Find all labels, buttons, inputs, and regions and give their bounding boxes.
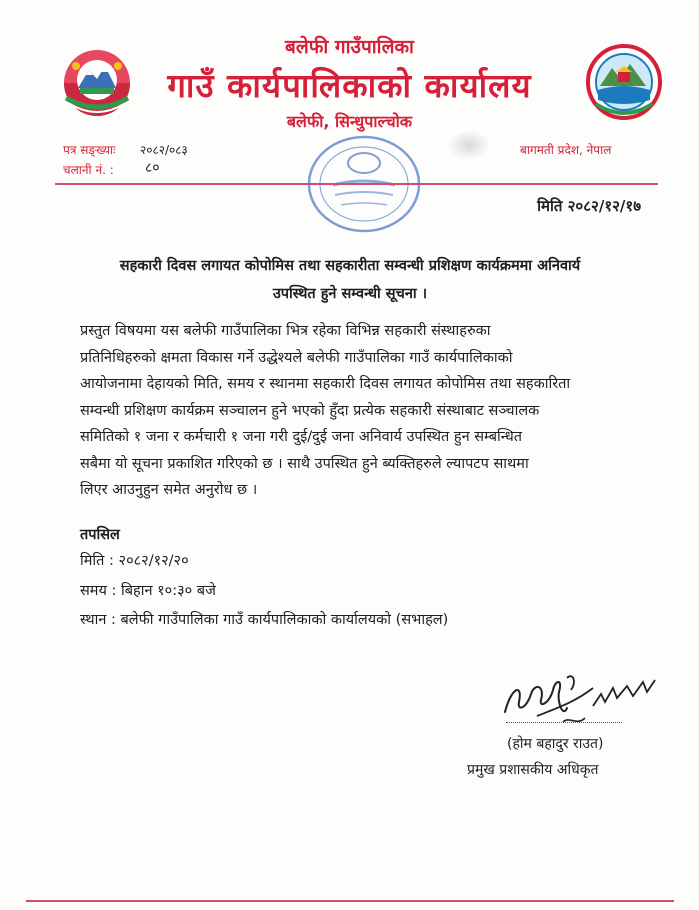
footer-divider [26, 900, 674, 902]
tapsil-heading: तपसिल [80, 527, 120, 543]
signature-line [506, 722, 622, 723]
patra-number: २०८२/०८३ [140, 143, 188, 157]
office-title: गाउँ कार्यपालिकाको कार्यालय [167, 66, 532, 105]
body-line: सम्वन्धी प्रशिक्षण कार्यक्रम सञ्चालन हुने भएको हुँदा प्रत्येक सहकारी संस्थाबाट सञ्चालक [80, 402, 540, 419]
body-line: समितिको १ जना र कर्मचारी १ जना गरी दुई/दुई जना अनिवार्य उपस्थित हुन सम्बन्धित [80, 429, 523, 445]
faint-mark [447, 130, 491, 160]
issue-date: मिति २०८२/१२/१७ [537, 197, 641, 215]
chalani-number: ८० [145, 160, 160, 176]
body-paragraph [80, 318, 625, 504]
office-address: बलेफी, सिन्धुपाल्चोक [286, 112, 413, 131]
event-time: समय : बिहान १०:३० बजे [80, 583, 216, 599]
handwritten-signature [497, 668, 659, 734]
body-line: सबैमा यो सूचना प्रकाशित गरिएको छ । साथै उपस्थित हुने ब्यक्तिहरुले ल्यापटप साथमा [80, 455, 529, 472]
event-place: स्थान : बलेफी गाउँपालिका गाउँ कार्यपालिकाको कार्यालयको (सभाहल) [80, 612, 449, 628]
municipality-name: बलेफी गाउँपालिका [285, 36, 414, 58]
province-label: बागमती प्रदेश, नेपाल [520, 143, 612, 157]
header-divider [55, 183, 658, 185]
chalani-label: चलानी नं. : [63, 163, 114, 177]
signatory-title: प्रमुख प्रशासकीय अधिकृत [467, 762, 599, 778]
body-line: प्रस्तुत विषयमा यस बलेफी गाउँपालिका भित्र रहेका विभिन्न सहकारी संस्थाहरुका [80, 323, 491, 339]
subject-line-2: उपस्थित हुने सम्वन्धी सूचना । [272, 286, 428, 302]
subject-line-1: सहकारी दिवस लगायत कोपोमिस तथा सहकारीता सम्वन्धी प्रशिक्षण कार्यक्रममा अनिवार्य [119, 258, 581, 274]
body-line: लिएर आउनुहुन समेत अनुरोध छ । [80, 482, 258, 498]
patra-label: पत्र सङ्ख्याः [63, 143, 116, 157]
subject [60, 252, 640, 308]
body-line: आयोजनामा देहायको मिति, समय र स्थानमा सहकारी दिवस लगायत कोपोमिस तथा सहकारिता [80, 376, 571, 392]
body-line: प्रतिनिधिहरुको क्षमता विकास गर्ने उद्धेश्यले बलेफी गाउँपालिका गाउँ कार्यपालिकाको [80, 349, 513, 366]
signatory-name: (होम बहादुर राउत) [507, 736, 604, 752]
event-date: मिति : २०८२/१२/२० [80, 553, 189, 569]
